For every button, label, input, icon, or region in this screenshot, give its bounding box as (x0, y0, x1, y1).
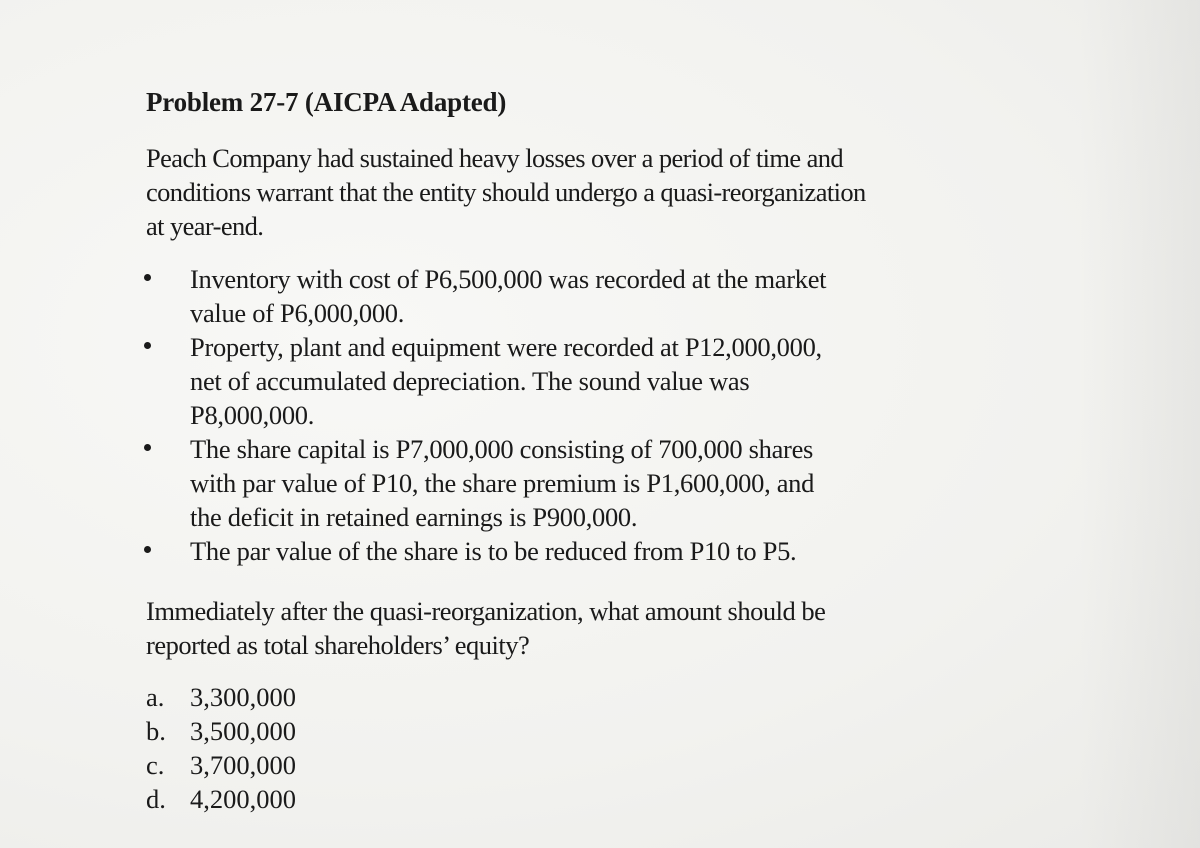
bullet-icon (144, 274, 151, 281)
intro-line: Peach Company had sustained heavy losses over a period of time and (146, 143, 844, 173)
choice-letter: a. (146, 682, 165, 712)
bullet-icon (144, 546, 151, 553)
fact-ppe (140, 330, 980, 432)
fact-line: Inventory with cost of P6,500,000 was recorded at the market (190, 264, 827, 294)
question-line: reported as total shareholders’ equity? (146, 630, 530, 660)
question-text (146, 594, 986, 662)
choice-value: 3,500,000 (190, 716, 296, 746)
choice-c (146, 748, 296, 782)
fact-line: P8,000,000. (190, 400, 315, 430)
fact-line: with par value of P10, the share premium is P1,600,000, and (190, 468, 815, 498)
problem-title: Problem 27-7 (AICPA Adapted) (146, 87, 507, 117)
fact-line: the deficit in retained earnings is P900,000. (190, 502, 638, 532)
choice-letter: b. (146, 716, 166, 746)
fact-par-value (140, 534, 980, 568)
choice-a (146, 680, 296, 714)
facts-list (140, 262, 980, 568)
question-line: Immediately after the quasi-reorganization, what amount should be (146, 596, 826, 626)
choice-d (146, 782, 296, 816)
intro-line: conditions warrant that the entity should undergo a quasi-reorganization (146, 177, 866, 207)
choice-value: 3,300,000 (190, 682, 296, 712)
answer-choices (146, 680, 296, 816)
choice-b (146, 714, 296, 748)
bullet-icon (144, 342, 151, 349)
fact-line: net of accumulated depreciation. The sound value was (190, 366, 750, 396)
choice-value: 4,200,000 (190, 784, 296, 814)
choice-value: 3,700,000 (190, 750, 296, 780)
intro-line: at year-end. (146, 211, 264, 241)
fact-inventory (140, 262, 980, 330)
fact-line: Property, plant and equipment were recorded at P12,000,000, (190, 332, 822, 362)
choice-letter: c. (146, 750, 165, 780)
problem-intro (146, 141, 976, 243)
bullet-icon (144, 444, 151, 451)
fact-line: value of P6,000,000. (190, 298, 405, 328)
fact-line: The share capital is P7,000,000 consisting of 700,000 shares (190, 434, 814, 464)
fact-share-capital (140, 432, 980, 534)
choice-letter: d. (146, 784, 166, 814)
fact-line: The par value of the share is to be reduced from P10 to P5. (190, 536, 797, 566)
